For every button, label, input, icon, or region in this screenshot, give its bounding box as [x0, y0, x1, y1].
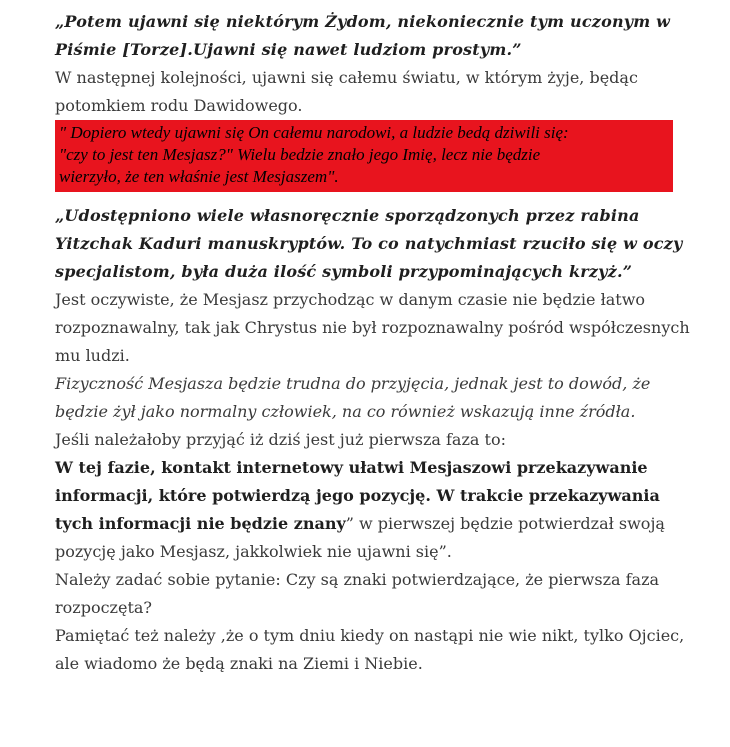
paragraph-signs: Pamiętać też należy ,że o tym dniu kiedy on nastąpi nie wie nikt, tylko Ojciec, ale wiadomo że będą znaki na Ziemi i Niebie.	[55, 626, 685, 673]
internet-contact-bold-run: W tej fazie, kontakt internetowy ułatwi Mesjaszowi przekazywanie informacji, które potwierdzą jego pozycję. W trakcie przekazywania tych informacji nie będzie znany	[55, 458, 660, 533]
paragraph-physicality: Fizyczność Mesjasza będzie trudna do przyjęcia, jednak jest to dowód, że będzie żył jako normalny człowiek, na co również wskazują inne źródła.	[55, 374, 651, 421]
highlighted-quote-block	[55, 120, 673, 192]
paragraph-first-phase: Jeśli należałoby przyjąć iż dziś jest już pierwsza faza to:	[55, 430, 506, 449]
highlight-line-3: wierzyło, że ten właśnie jest Mesjaszem".	[59, 167, 339, 186]
internet-contact-regular-run: ” w pierwszej będzie potwierdzał swoją pozycję jako Mesjasz, jakkolwiek nie ujawni się”.	[55, 514, 665, 561]
highlight-line-1: " Dopiero wtedy ujawni się On całemu narodowi, a ludzie bedą dziwili się:	[59, 123, 569, 142]
quote-paragraph-torah: „Potem ujawni się niektórym Żydom, niekoniecznie tym uczonym w Piśmie [Torze].Ujawni się nawet ludziom prostym.”	[55, 12, 671, 59]
highlight-line-2: "czy to jest ten Mesjasz?" Wielu bedzie znało jego Imię, lecz nie będzie	[59, 145, 541, 164]
paragraph-question: Należy zadać sobie pytanie: Czy są znaki potwierdzające, że pierwsza faza rozpoczęta?	[55, 570, 660, 617]
paragraph-recognizable: Jest oczywiste, że Mesjasz przychodząc w danym czasie nie będzie łatwo rozpoznawalny, tak jak Chrystus nie był rozpoznawalny pośród współczesnych mu ludzi.	[55, 290, 690, 365]
paragraph-world-revelation: W następnej kolejności, ujawni się całemu światu, w którym żyje, będąc potomkiem rodu Dawidowego.	[55, 68, 638, 115]
quote-paragraph-manuscripts: „Udostępniono wiele własnoręcznie sporządzonych przez rabina Yitzchak Kaduri manuskryptów. To co natychmiast rzuciło się w oczy specjalistom, była duża ilość symboli przypominających krzyż.”	[55, 206, 683, 281]
paragraph-internet-contact	[55, 454, 703, 566]
